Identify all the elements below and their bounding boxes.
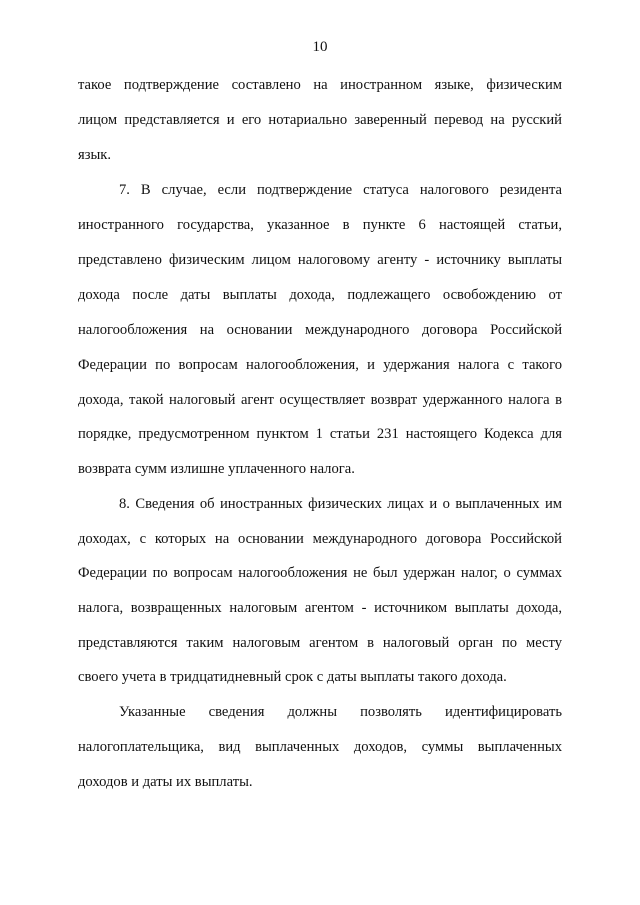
paragraph-line: такое подтверждение составлено на иностранном языке, физическим xyxy=(78,77,562,93)
paragraph-line: порядке, предусмотренном пунктом 1 статьи 231 настоящего Кодекса для xyxy=(78,426,562,442)
page-number: 10 xyxy=(312,39,328,55)
paragraph-line: доходов и даты их выплаты. xyxy=(78,774,253,790)
paragraph-line: налогообложения на основании международного договора Российской xyxy=(78,322,562,338)
paragraph-line: 7. В случае, если подтверждение статуса налогового резидента xyxy=(119,182,562,198)
paragraph-line: налога, возвращенных налоговым агентом - источником выплаты дохода, xyxy=(78,600,562,616)
paragraph-line: 8. Сведения об иностранных физических лицах и о выплаченных им xyxy=(119,496,562,512)
paragraph-line: иностранного государства, указанное в пункте 6 настоящей статьи, xyxy=(78,217,562,233)
paragraph-line: лицом представляется и его нотариально заверенный перевод на русский xyxy=(78,112,562,128)
paragraph-line: возврата сумм излишне уплаченного налога. xyxy=(78,461,355,477)
paragraph-line: доходах, с которых на основании международного договора Российской xyxy=(78,531,562,547)
paragraph-line: представляются таким налоговым агентом в налоговый орган по месту xyxy=(78,635,562,651)
paragraph-line: Федерации по вопросам налогообложения, и удержания налога с такого xyxy=(78,357,562,373)
paragraph-line: представлено физическим лицом налоговому агенту - источнику выплаты xyxy=(78,252,562,268)
paragraph-line: язык. xyxy=(78,147,112,163)
paragraph-line: Федерации по вопросам налогообложения не был удержан налог, о суммах xyxy=(78,565,562,581)
paragraph-line: дохода после даты выплаты дохода, подлежащего освобождению от xyxy=(78,287,562,303)
paragraph-line: своего учета в тридцатидневный срок с даты выплаты такого дохода. xyxy=(78,669,507,685)
paragraph-line: налогоплательщика, вид выплаченных доходов, суммы выплаченных xyxy=(78,739,562,755)
paragraph-line: дохода, такой налоговый агент осуществляет возврат удержанного налога в xyxy=(78,392,562,408)
paragraph-line: Указанные сведения должны позволять идентифицировать xyxy=(119,704,562,720)
